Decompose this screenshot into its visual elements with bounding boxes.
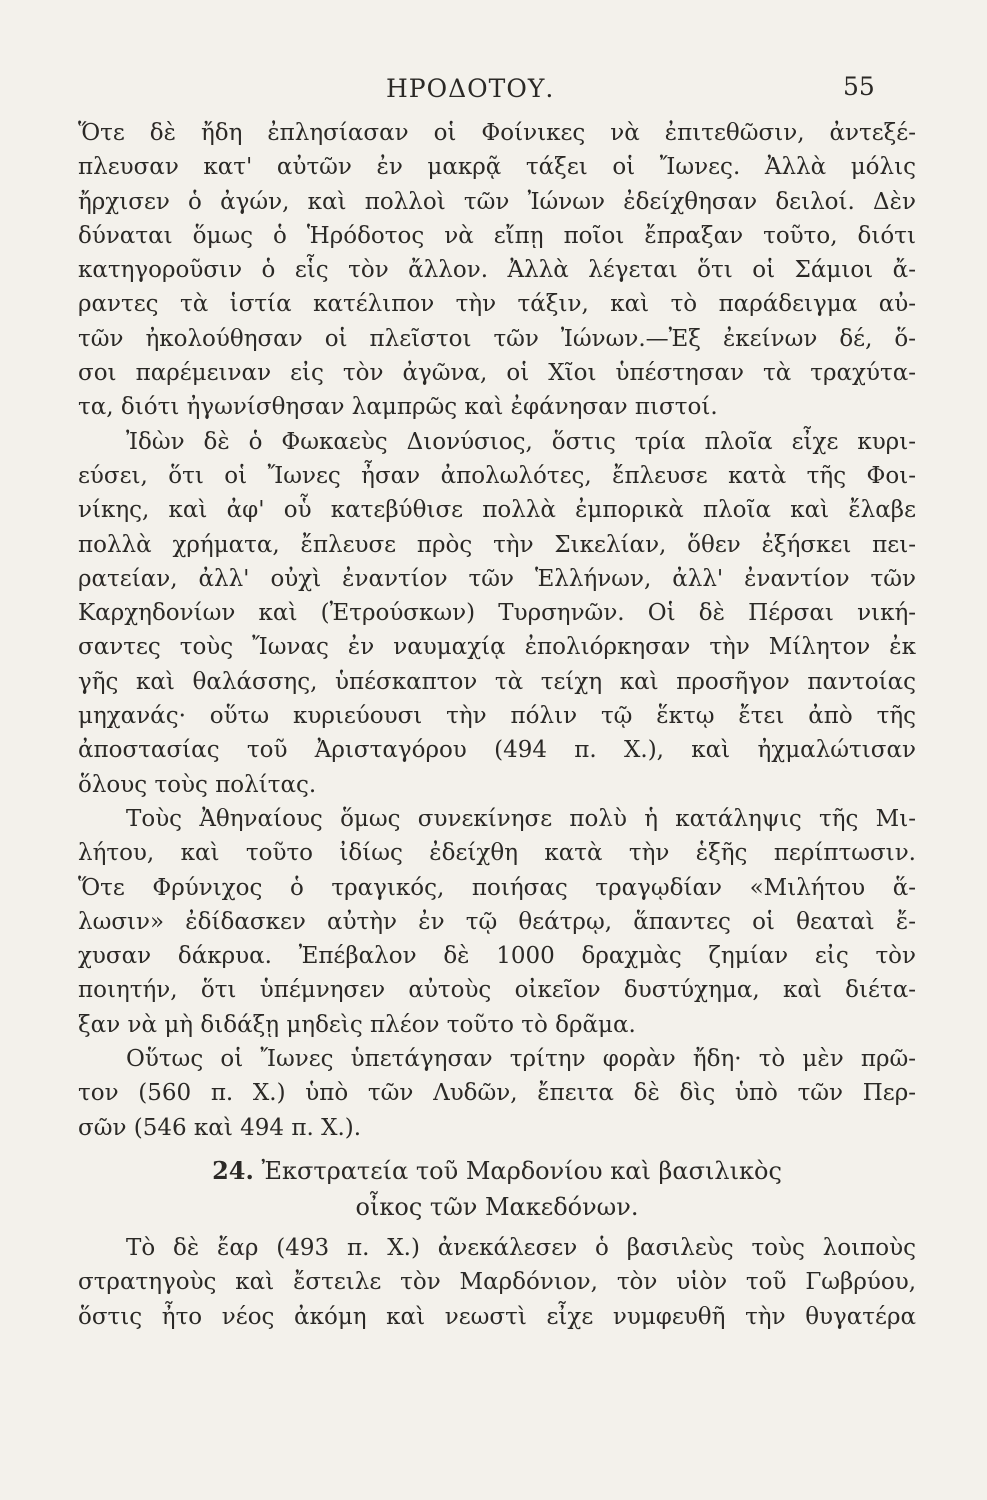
- text-line: Τοὺς Ἀθηναίους ὅμως συνεκίνησε πολὺ ἡ κατάληψις τῆς Μι-: [126, 805, 916, 832]
- text-line: σῶν (546 καὶ 494 π. Χ.).: [78, 1114, 362, 1141]
- text-line: λήτου, καὶ τοῦτο ἰδίως ἐδείχθη κατὰ τὴν ἑξῆς περίπτωσιν.: [78, 840, 916, 867]
- text-line: ρατείαν, ἀλλ' οὐχὶ ἐναντίον τῶν Ἑλλήνων, ἀλλ' ἐναντίον τῶν: [78, 565, 916, 592]
- page-number: 55: [843, 72, 875, 101]
- running-title: ΗΡΟΔΟΤΟΥ.: [386, 74, 555, 103]
- text-line: ποιητήν, ὅτι ὑπέμνησεν αὐτοὺς οἰκεῖον δυστύχημα, καὶ διέτα-: [78, 977, 916, 1004]
- running-head: [0, 74, 987, 114]
- text-line: Ὅτε Φρύνιχος ὁ τραγικός, ποιήσας τραγῳδίαν «Μιλήτου ἅ-: [78, 874, 916, 901]
- text-line: ἀποστασίας τοῦ Ἀρισταγόρου (494 π. Χ.), καὶ ἠχμαλώτισαν: [78, 737, 916, 764]
- text-line: Ἰδὼν δὲ ὁ Φωκαεὺς Διονύσιος, ὅστις τρία πλοῖα εἶχε κυρι-: [126, 428, 916, 455]
- section-heading: [78, 1153, 916, 1189]
- text-line: λωσιν» ἐδίδασκεν αὐτὴν ἐν τῷ θεάτρῳ, ἅπαντες οἱ θεαταὶ ἔ-: [78, 908, 916, 935]
- section-title-continued: οἶκος τῶν Μακεδόνων.: [355, 1192, 639, 1221]
- text-line: τῶν ἠκολούθησαν οἱ πλεῖστοι τῶν Ἰώνων.—Ἐξ ἐκείνων δέ, ὅ-: [78, 325, 916, 352]
- text-line: σοι παρέμειναν εἰς τὸν ἀγῶνα, οἱ Χῖοι ὑπέστησαν τὰ τραχύτα-: [78, 360, 916, 387]
- text-line: Ὅτε δὲ ἤδη ἐπλησίασαν οἱ Φοίνικες νὰ ἐπιτεθῶσιν, ἀντεξέ-: [78, 120, 916, 146]
- text-line: ἤρχισεν ὁ ἀγών, καὶ πολλοὶ τῶν Ἰώνων ἐδείχθησαν δειλοί. Δὲν: [78, 188, 916, 215]
- text-line: μηχανάς· οὕτω κυριεύουσι τὴν πόλιν τῷ ἕκτῳ ἔτει ἀπὸ τῆς: [78, 703, 916, 730]
- text-line: σαντες τοὺς Ἴωνας ἐν ναυμαχίᾳ ἐπολιόρκησαν τὴν Μίλητον ἐκ: [78, 634, 916, 661]
- text-line: πολλὰ χρήματα, ἔπλευσε πρὸς τὴν Σικελίαν, ὅθεν ἐξήσκει πει-: [78, 531, 916, 558]
- text-line: Καρχηδονίων καὶ (Ἐτρούσκων) Τυρσηνῶν. Οἱ δὲ Πέρσαι νική-: [78, 600, 916, 627]
- text-line: κατηγοροῦσιν ὁ εἷς τὸν ἄλλον. Ἀλλὰ λέγεται ὅτι οἱ Σάμιοι ἄ-: [78, 257, 916, 284]
- text-line: τον (560 π. Χ.) ὑπὸ τῶν Λυδῶν, ἔπειτα δὲ δὶς ὑπὸ τῶν Περ-: [78, 1080, 916, 1107]
- text-line: ξαν νὰ μὴ διδάξῃ μηδεὶς πλέον τοῦτο τὸ δρᾶμα.: [78, 1011, 636, 1038]
- text-line: γῆς καὶ θαλάσσης, ὑπέσκαπτον τὰ τείχη καὶ προσῆγον παντοίας: [78, 668, 916, 695]
- section-heading-continued: [78, 1189, 916, 1225]
- text-line: ὅλους τοὺς πολίτας.: [78, 771, 317, 798]
- text-line: εύσει, ὅτι οἱ Ἴωνες ἦσαν ἀπολωλότες, ἔπλευσε κατὰ τῆς Φοι-: [78, 462, 916, 489]
- section-number: 24.: [212, 1155, 254, 1185]
- text-line: στρατηγοὺς καὶ ἔστειλε τὸν Μαρδόνιον, τὸν υἱὸν τοῦ Γωβρύου,: [78, 1269, 916, 1296]
- text-line: ὅστις ἦτο νέος ἀκόμη καὶ νεωστὶ εἶχε νυμφευθῆ τὴν θυγατέρα: [78, 1303, 916, 1330]
- text-line: χυσαν δάκρυα. Ἐπέβαλον δὲ 1000 δραχμὰς ζημίαν εἰς τὸν: [78, 943, 916, 970]
- section-title: Ἐκστρατεία τοῦ Μαρδονίου καὶ βασιλικὸς: [261, 1156, 782, 1185]
- text-line: δύναται ὅμως ὁ Ἡρόδοτος νὰ εἴπῃ ποῖοι ἔπραξαν τοῦτο, διότι: [78, 222, 916, 249]
- text-line: πλευσαν κατ' αὐτῶν ἐν μακρᾷ τάξει οἱ Ἴωνες. Ἀλλὰ μόλις: [78, 154, 916, 181]
- text-line: Οὕτως οἱ Ἴωνες ὑπετάγησαν τρίτην φορὰν ἤδη· τὸ μὲν πρῶ-: [126, 1046, 916, 1073]
- text-line: Τὸ δὲ ἔαρ (493 π. Χ.) ἀνεκάλεσεν ὁ βασιλεὺς τοὺς λοιποὺς: [126, 1234, 916, 1261]
- text-line: νίκης, καὶ ἀφ' οὗ κατεβύθισε πολλὰ ἐμπορικὰ πλοῖα καὶ ἔλαβε: [78, 497, 916, 524]
- text-line: τα, διότι ἠγωνίσθησαν λαμπρῶς καὶ ἐφάνησαν πιστοί.: [78, 394, 718, 421]
- body-text: [78, 116, 916, 1334]
- text-line: ραντες τὰ ἱστία κατέλιπον τὴν τάξιν, καὶ τὸ παράδειγμα αὐ-: [78, 291, 916, 318]
